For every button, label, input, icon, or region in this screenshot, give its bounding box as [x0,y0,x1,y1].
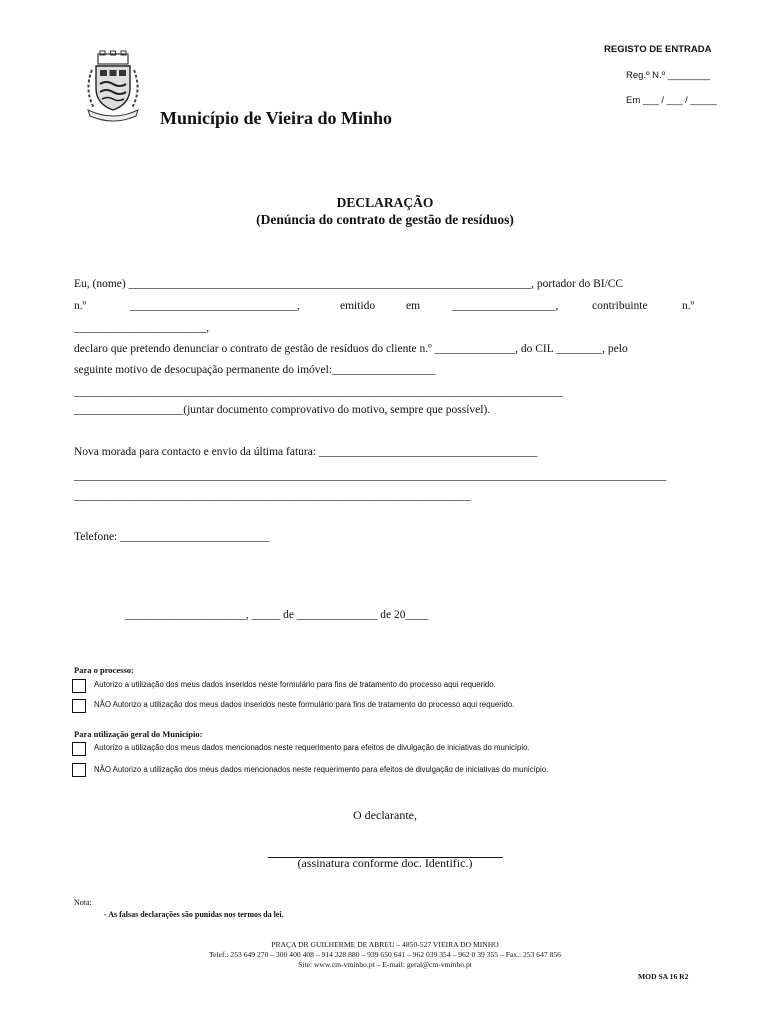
geral-deny-label: NÃO Autorizo a utilização dos meus dados mencionados neste requerimento para efeitos de divulgação de iniciativas do município. [94,765,549,774]
new-address-line-3: _____________________________________________________________________ [74,490,471,502]
registo-number-field: Reg.º N.º ________ [626,70,711,81]
geral-authorize-checkbox[interactable] [72,742,86,756]
processo-authorize-checkbox[interactable] [72,679,86,693]
nota-text: - As falsas declarações são punidas nos termos da lei. [104,910,284,919]
em-label: em [406,300,421,312]
processo-deny-label: NÃO Autorizo a utilização dos meus dados inseridos neste formulário para fins de tratamento do processo aqui requerido. [94,700,515,709]
telefone-line: Telefone: __________________________ [74,531,270,543]
id-number-blank: _____________________________, [130,300,300,312]
registo-entrada-title: REGISTO DE ENTRADA [604,44,712,55]
motivo-line: seguinte motivo de desocupação permanente do imóvel:__________________ [74,364,436,376]
id-number-label: n.º [74,300,87,312]
motivo-continuation-line: _____________________________________________________________________________________ [74,386,563,398]
declaration-line: declaro que pretendo denunciar o contrato de gestão de resíduos do cliente n.º ______________, do CIL ________, pelo [74,343,628,355]
new-address-line-2: _______________________________________________________________________________________________________ [74,470,667,482]
contribuinte-blank: _______________________, [74,322,210,334]
registo-date-field: Em ___ / ___ / _____ [626,95,717,106]
footer-address: PRAÇA DR GUILHERME DE ABREU – 4850-527 VIEIRA DO MINHO [271,940,499,949]
form-model-code: MOD SA 16 R2 [638,972,689,981]
new-address-line: Nova morada para contacto e envio da última fatura: ______________________________________ [74,446,538,458]
footer-site: Site: www.cm-vminho.pt – E-mail: geral@cm-vminho.pt [298,960,472,969]
emitido-date-blank: __________________, [452,300,559,312]
processo-section-title: Para o processo: [74,665,134,675]
processo-deny-checkbox[interactable] [72,699,86,713]
emitido-label: emitido [340,300,376,312]
contribuinte-label: contribuinte [592,300,648,312]
municipal-crest-logo [80,50,146,122]
declarante-label: O declarante, [353,808,417,822]
geral-deny-checkbox[interactable] [72,763,86,777]
geral-authorize-label: Autorizo a utilização dos meus dados mencionados neste requerimento para efeitos de divulgação de iniciativas do município. [94,743,530,752]
footer-phones: Telef.: 253 649 270 – 300 400 408 – 914 328 880 – 939 650 641 – 962 039 354 – 962 0 39 355 – Fax.: 253 647 856 [209,950,561,959]
place-date-line: _____________________, _____ de ______________ de 20____ [125,609,429,621]
processo-authorize-label: Autorizo a utilização dos meus dados inseridos neste formulário para fins de tratamento do processo aqui requerido. [94,680,496,689]
name-line: Eu, (nome) ______________________________________________________________________, portador do BI/CC [74,278,624,290]
contribuinte-no-label: n.º [682,300,695,312]
municipality-name: Município de Vieira do Minho [160,108,393,128]
document-subtitle: (Denúncia do contrato de gestão de resíduos) [256,212,514,227]
geral-section-title: Para utilização geral do Município: [74,729,203,739]
motivo-note-line: ___________________(juntar documento comprovativo do motivo, sempre que possível). [74,404,491,416]
document-title: DECLARAÇÃO [336,195,434,210]
nota-label: Nota: [74,898,92,907]
signature-caption: (assinatura conforme doc. Identific.) [297,856,473,870]
